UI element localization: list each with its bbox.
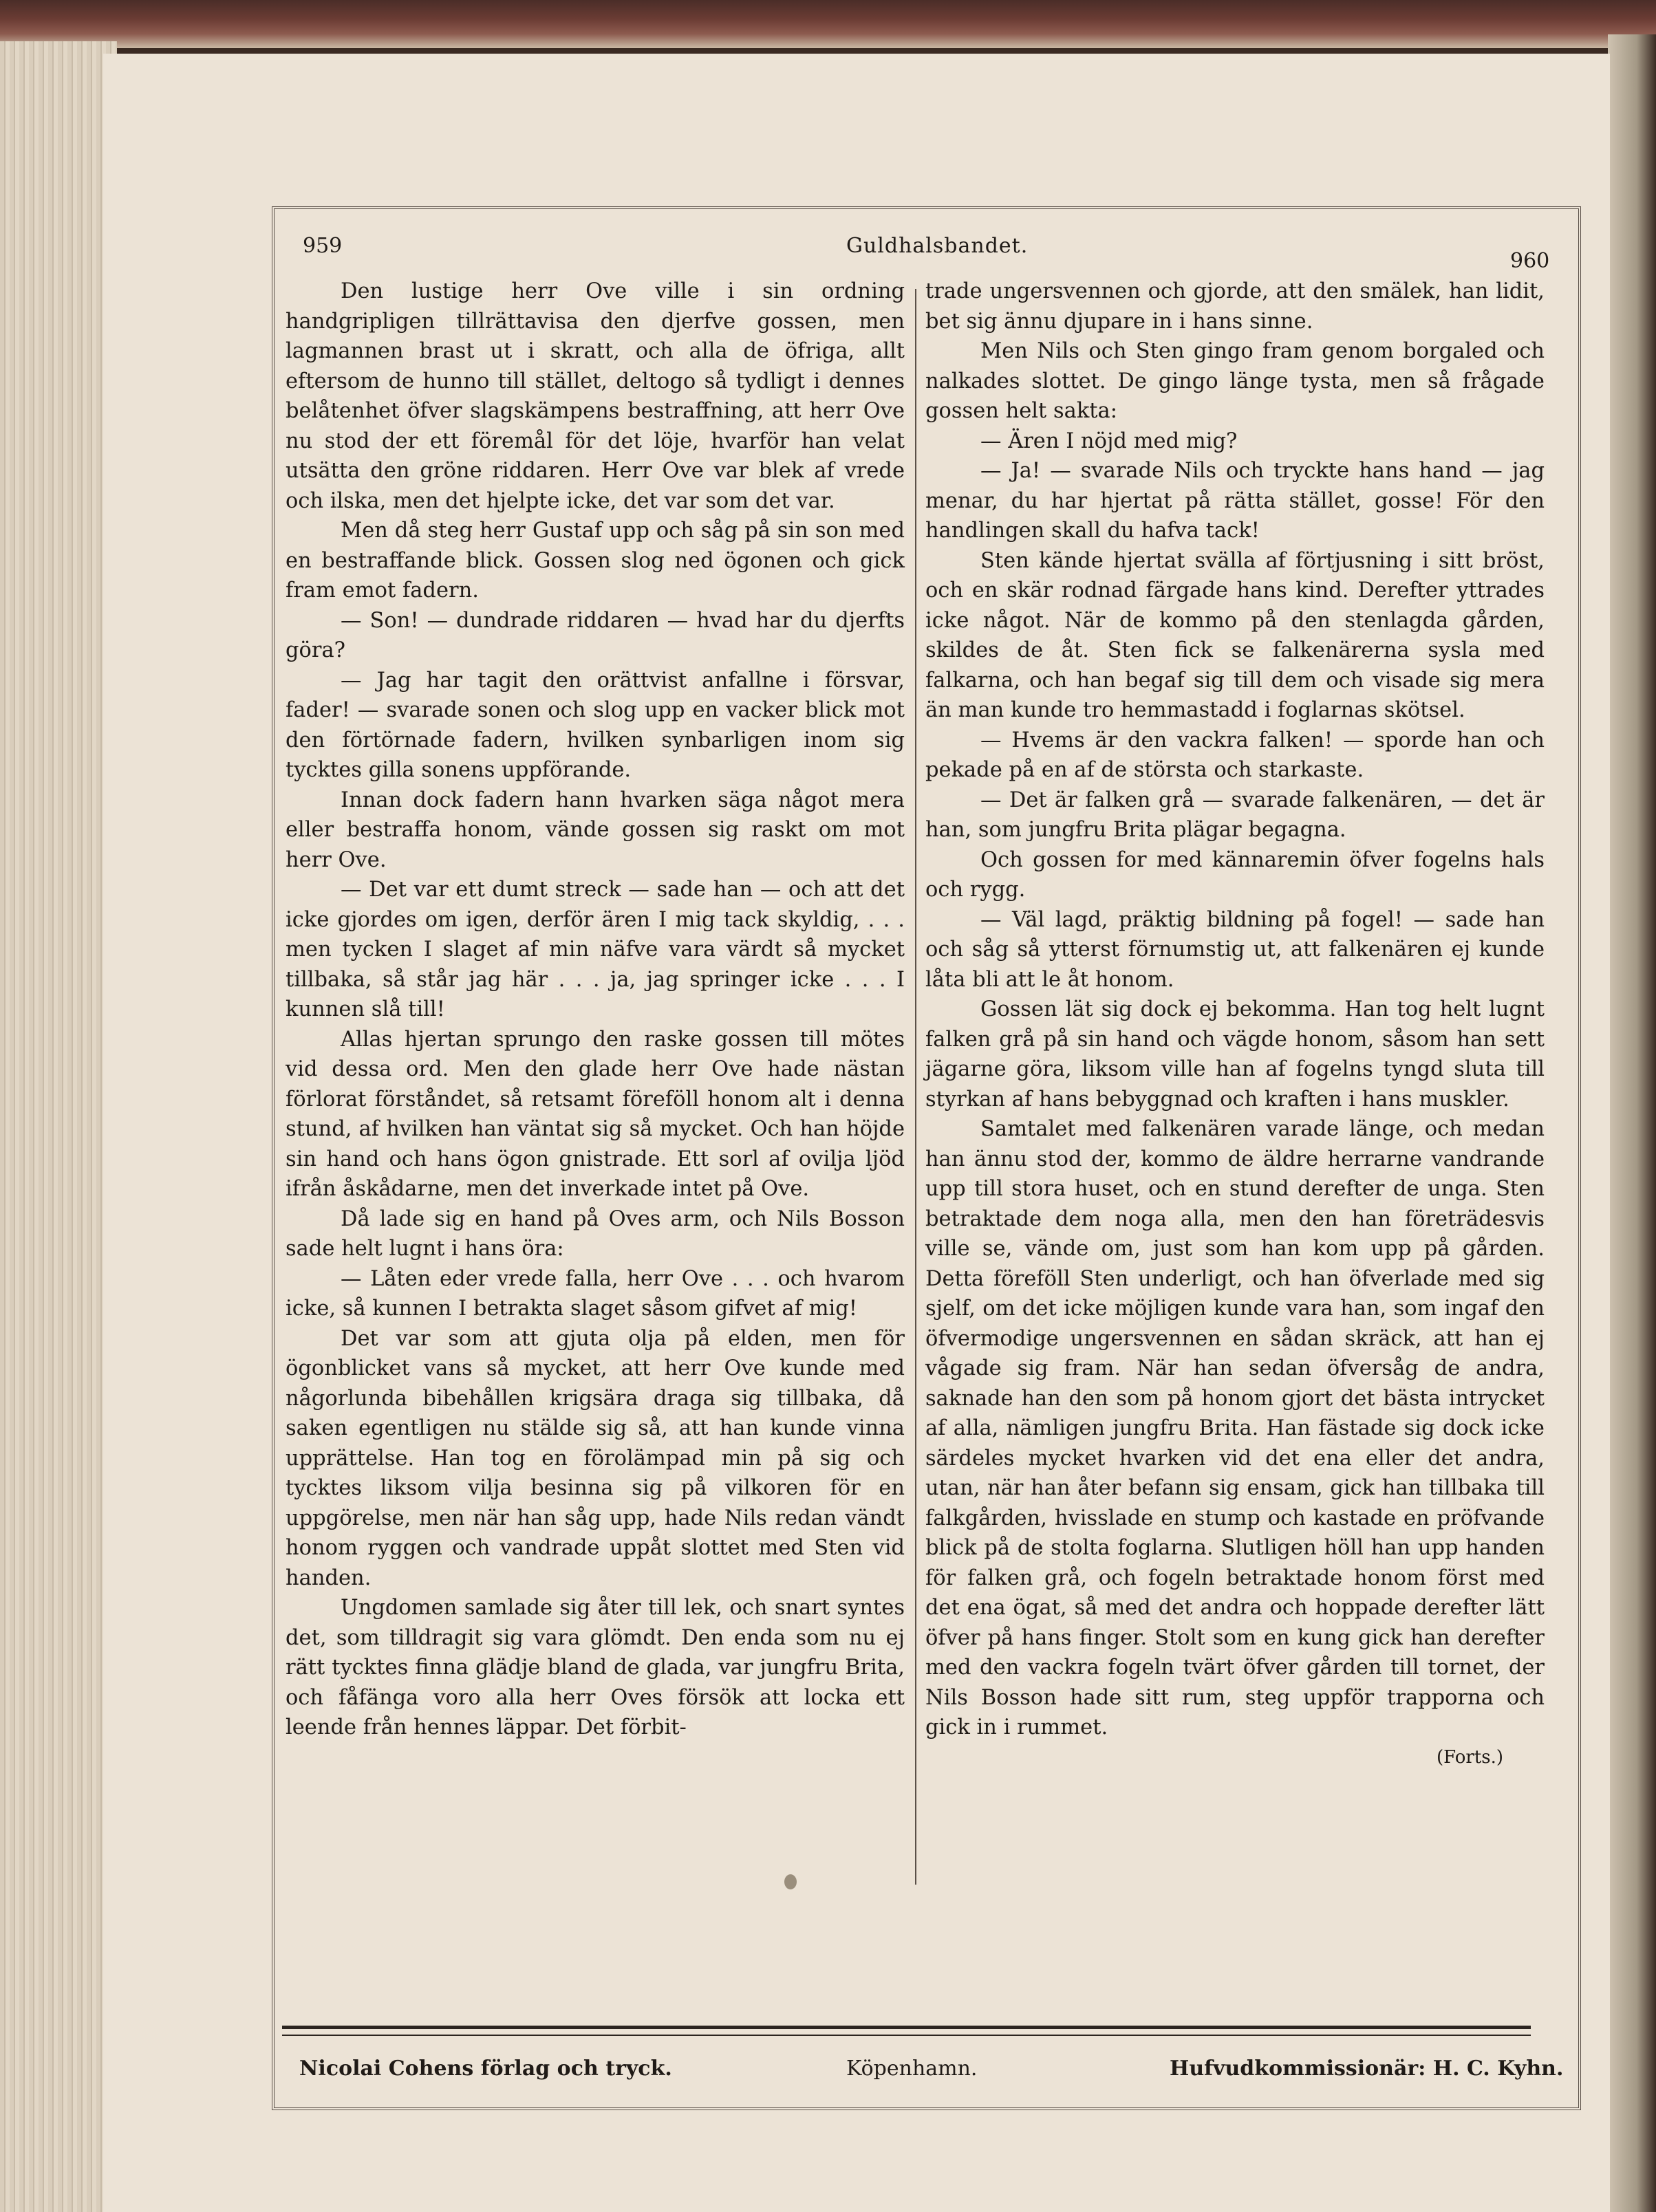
page-number-left: 959 bbox=[303, 234, 343, 258]
paragraph: Allas hjertan sprungo den raske gossen till mötes vid dessa ord. Men den glade herr Ove hade nästan förlorat förståndet, så retsamt föreföll honom alt i denna stund, af hvilken han väntat sig så mycket. Och han höjde sin hand och hans ögon gnistrade. Ett sorl af ovilja ljöd ifrån åskådarne, men det inverkade intet på Ove. bbox=[286, 1027, 905, 1201]
paragraph: — Hvems är den vackra falken! — sporde han och pekade på en af de största och starkaste. bbox=[925, 728, 1545, 782]
paragraph: Den lustige herr Ove ville i sin ordning handgripligen tillrättavisa den djerfve gossen, men lagmannen brast ut i skratt, och alla de öfriga, allt eftersom de hunno till stället, deltogo så tydligt i dennes belåtenhet öfver slagskämpens bestraffning, att herr Ove nu stod der ett föremål för det löje, hvarför han velat utsätta den gröne riddaren. Herr Ove var blek af vrede och ilska, men det hjelpte icke, det var som det var. bbox=[286, 279, 905, 513]
commission-agent: Hufvudkommissionär: H. C. Kyhn. bbox=[1170, 2057, 1564, 2081]
paragraph: Innan dock fadern hann hvarken säga något mera eller bestraffa honom, vände gossen sig raskt om mot herr Ove. bbox=[286, 788, 905, 872]
book-top-edge bbox=[0, 0, 1656, 48]
paragraph: Samtalet med falkenären varade länge, och medan han ännu stod der, kommo de äldre herrarne vandrande upp till stora huset, och en stund derefter de unga. Sten betraktade dem noga alla, men den han företrädesvis ville se, vände om, just som han kom upp på gården. Detta föreföll Sten underligt, och han öfverlade med sig sjelf, om det icke möjligen kunde vara han, som ingaf den öfvermodige ungersvennen en sådan skräck, att han ej vågade sig fram. När han sedan öfversåg de andra, saknade han den som på honom gjort det bästa intrycket af alla, nämligen jungfru Brita. Han fästade sig dock icke särdeles mycket hvarken vid det ena eller det andra, utan, när han åter befann sig ensam, gick han tillbaka till falkgården, hvisslade en stump och kastade en pröfvande blick på de stolta foglarna. Slutligen höll han upp handen för falken grå, och fogeln betraktade honom först med det ena ögat, så med det andra och hoppade derefter lätt öfver på hans finger. Stolt som en kung gick han derefter med den vackra fogeln tvärt öfver gården till tornet, der Nils Bosson hade sitt rum, steg uppför trapporna och gick in i rummet. bbox=[925, 1117, 1545, 1739]
continued-note: (Forts.) bbox=[1436, 1746, 1503, 1768]
paragraph: Sten kände hjertat svälla af förtjusning i sitt bröst, och en skär rodnad färgade hans kind. Derefter yttrades icke något. När de kommo på den stenlagda gården, skildes de åt. Sten fick se falkenärerna sysla med falkarna, och han begaf sig till dem och visade sig mera än man kunde tro hemmastadd i foglarnas skötsel. bbox=[925, 548, 1545, 722]
page-number-right: 960 bbox=[1510, 249, 1550, 273]
right-column bbox=[925, 276, 1545, 1772]
paragraph: — Son! — dundrade riddaren — hvad har du djerfts göra? bbox=[286, 608, 905, 662]
paragraph: — Låten eder vrede falla, herr Ove . . . och hvarom icke, så kunnen I betrakta slaget såsom gifvet af mig! bbox=[286, 1266, 905, 1321]
footer-rule bbox=[282, 2026, 1531, 2036]
paragraph: Gossen lät sig dock ej bekomma. Han tog helt lugnt falken grå på sin hand och vägde honom, såsom han sett jägarne göra, liksom ville han af fogelns tyngd sluta till styrkan af hans bebyggnad och kraften i hans muskler. bbox=[925, 997, 1545, 1112]
paragraph: — Ja! — svarade Nils och tryckte hans hand — jag menar, du har hjertat på rätta stället, gosse! För den handlingen skall du hafva tack! bbox=[925, 459, 1545, 543]
paragraph: Då lade sig en hand på Oves arm, och Nils Bosson sade helt lugnt i hans öra: bbox=[286, 1206, 905, 1261]
column-divider bbox=[915, 289, 916, 1885]
paragraph: — Väl lagd, präktig bildning på fogel! — sade han och såg så ytterst förnumstig ut, att falkenären ej kunde låta bli att le åt honom. bbox=[925, 907, 1545, 992]
paragraph: — Det var ett dumt streck — sade han — och att det icke gjordes om igen, derför ären I mig tack skyldig, . . . men tycken I slaget af min näfve vara värdt så mycket tillbaka, så står jag här . . . ja, jag springer icke . . . I kunnen slå till! bbox=[286, 878, 905, 1021]
running-title: Guldhalsbandet. bbox=[846, 234, 1029, 258]
binding-edge bbox=[1608, 34, 1656, 2212]
paragraph: Det var som att gjuta olja på elden, men för ögonblicket vans så mycket, att herr Ove kunde med någorlunda bibehållen krigsära draga sig tillbaka, då saken egentligen nu stälde sig så, att han kunde vinna upprättelse. Han tog en förolämpad min på sig och tycktes liksom vilja besinna sig på vilkoren för en uppgörelse, men när han såg upp, hade Nils redan vändt honom ryggen och vandrade uppåt slottet med Sten vid handen. bbox=[286, 1326, 905, 1590]
paragraph: — Det är falken grå — svarade falkenären, — det är han, som jungfru Brita plägar begagna. bbox=[925, 788, 1545, 842]
paragraph: Men då steg herr Gustaf upp och såg på sin son med en bestraffande blick. Gossen slog ned ögonen och gick fram emot fadern. bbox=[286, 519, 905, 603]
page-edges bbox=[0, 41, 117, 2212]
publication-city: Köpenhamn. bbox=[846, 2057, 978, 2081]
paragraph: Ungdomen samlade sig åter till lek, och snart syntes det, som tilldragit sig vara glömdt. Den enda som nu ej rätt tycktes finna glädje bland de glada, var jungfru Brita, och fåfänga voro alla herr Oves försök att locka ett leende från hennes läppar. Det förbit- bbox=[286, 1596, 905, 1739]
paragraph: — Jag har tagit den orättvist anfallne i försvar, fader! — svarade sonen och slog upp en vacker blick mot den förtörnade fadern, hvilken synbarligen inom sig tycktes gilla sonens uppförande. bbox=[286, 668, 905, 782]
paragraph: — Ären I nöjd med mig? bbox=[980, 429, 1238, 453]
publisher-imprint: Nicolai Cohens förlag och tryck. bbox=[299, 2057, 672, 2081]
paragraph: Och gossen for med kännaremin öfver fogelns hals och rygg. bbox=[925, 847, 1545, 902]
ink-smudge bbox=[784, 1874, 797, 1889]
paragraph: trade ungersvennen och gjorde, att den smälek, han lidit, bet sig ännu djupare in i hans sinne. bbox=[925, 279, 1545, 334]
paragraph: Men Nils och Sten gingo fram genom borgaled och nalkades slottet. De gingo länge tysta, men så frågade gossen helt sakta: bbox=[925, 339, 1545, 423]
left-column bbox=[286, 276, 905, 1743]
